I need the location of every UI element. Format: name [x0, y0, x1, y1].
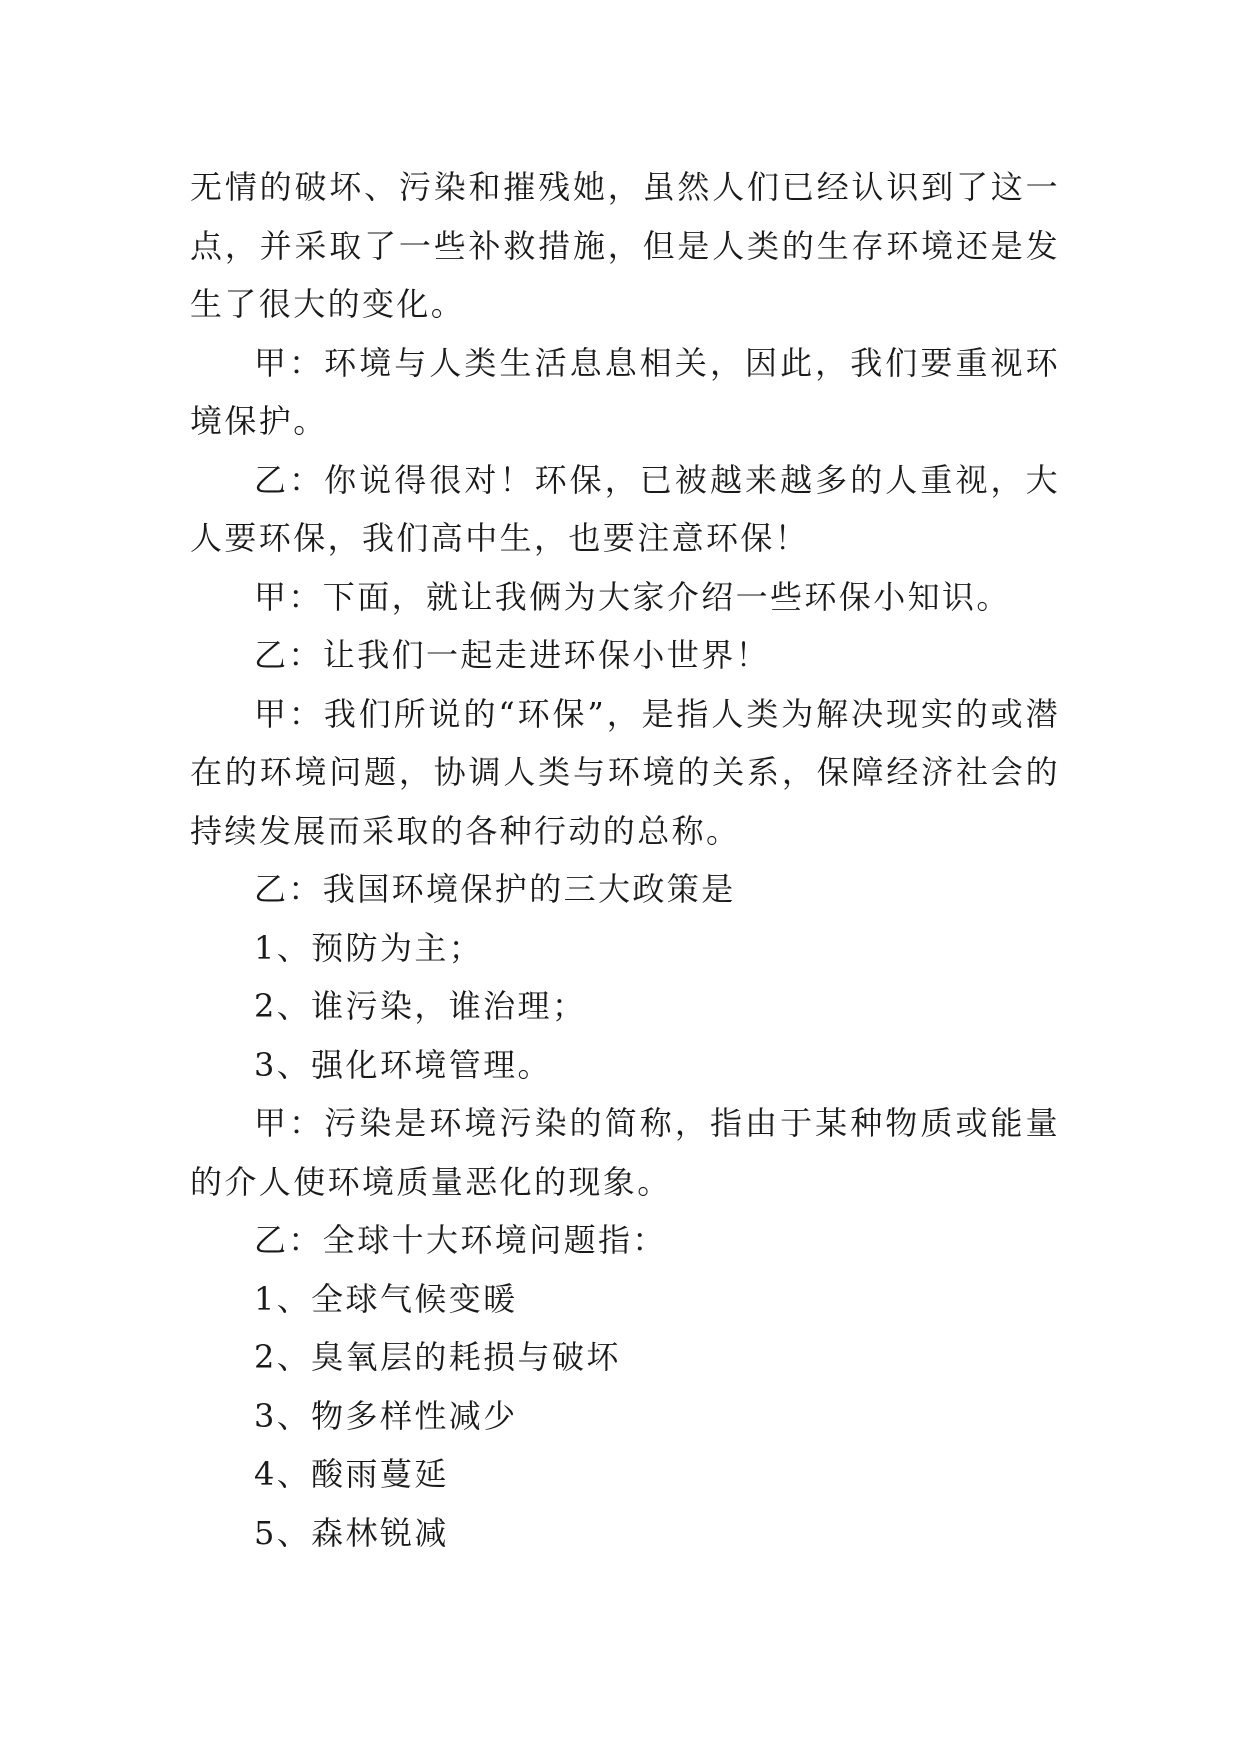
paragraph: 乙：全球十大环境问题指：	[254, 1221, 667, 1259]
list-item: 4、酸雨蔓延	[254, 1455, 449, 1493]
list-item: 3、物多样性减少	[254, 1396, 518, 1435]
list-item: 5、森林锐减	[254, 1513, 449, 1552]
paragraph: 乙：让我们一起走进环保小世界！	[254, 636, 771, 674]
document-body	[190, 158, 1060, 1562]
paragraph: 甲：下面，就让我俩为大家介绍一些环保小知识。	[254, 577, 1011, 616]
paragraph: 无情的破坏、污染和摧残她，虽然人们已经认识到了这一点，并采取了一些补救措施，但是人类的生存环境还是发生了很大的变化。	[190, 168, 1060, 323]
list-item: 2、臭氧层的耗损与破坏	[254, 1338, 621, 1376]
paragraph: 乙：你说得很对！环保，已被越来越多的人重视，大人要环保，我们高中生，也要注意环保！	[190, 460, 1060, 557]
paragraph: 乙：我国环境保护的三大政策是	[254, 870, 736, 908]
paragraph: 甲：我们所说的“环保”，是指人类为解决现实的或潜在的环境问题，协调人类与环境的关系，保障经济社会的持续发展而采取的各种行动的总称。	[190, 694, 1060, 850]
paragraph: 甲：环境与人类生活息息相关，因此，我们要重视环境保护。	[190, 343, 1060, 440]
list-item: 3、强化环境管理。	[254, 1045, 552, 1084]
list-item: 1、预防为主；	[254, 928, 484, 967]
paragraph: 甲：污染是环境污染的简称，指由于某种物质或能量的介人使环境质量恶化的现象。	[190, 1104, 1060, 1201]
list-item: 2、谁污染，谁治理；	[254, 987, 587, 1025]
list-item: 1、全球气候变暖	[254, 1279, 518, 1318]
